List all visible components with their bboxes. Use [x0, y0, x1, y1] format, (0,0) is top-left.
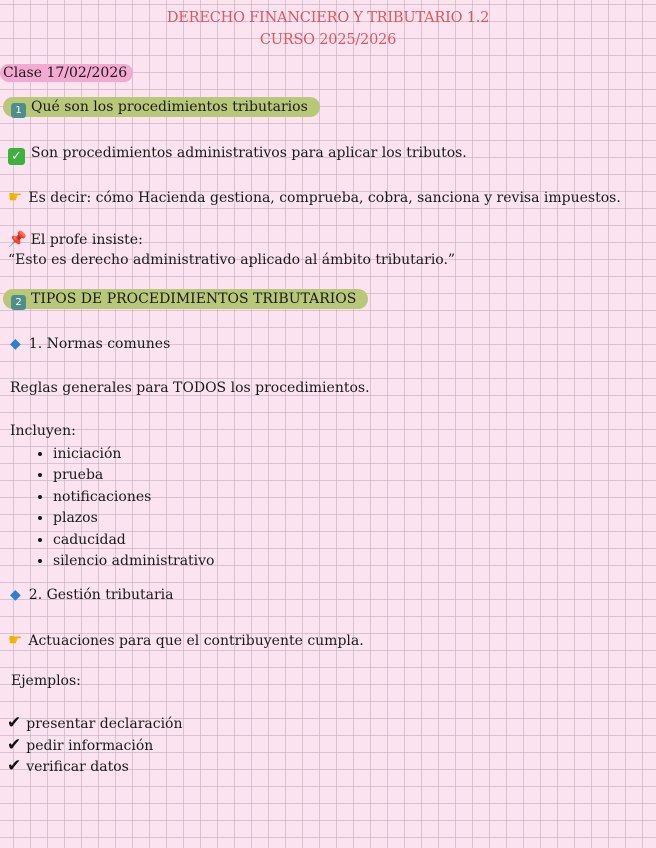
list-item: • iniciación	[53, 444, 215, 465]
list-item: • prueba	[53, 465, 215, 486]
definition-line	[8, 145, 467, 165]
subsection-common-rules	[10, 336, 170, 352]
includes-label: Incluyen:	[10, 423, 76, 439]
date-tag	[0, 65, 133, 81]
section-1-highlight	[3, 97, 320, 117]
subsection-2-title: 2. Gestión tributaria	[28, 587, 174, 603]
explanation-line	[8, 187, 621, 206]
keycap-1-icon: 1	[11, 103, 26, 118]
tax-management-text: Actuaciones para que el contribuyente cumpla.	[28, 633, 364, 649]
date-tag-label: Clase 17/02/2026	[0, 64, 133, 82]
document-title: DERECHO FINANCIERO Y TRIBUTARIO 1.2	[166, 10, 490, 26]
examples-list	[7, 713, 183, 778]
example-text: verificar datos	[26, 759, 129, 775]
check-mark-icon: ✔	[7, 713, 22, 733]
subsection-1-title: 1. Normas comunes	[28, 336, 171, 352]
examples-label: Ejemplos:	[11, 673, 81, 689]
quote-text: “Esto es derecho administrativo aplicado al ámbito tributario.”	[8, 252, 456, 268]
pointing-hand-icon: ☛	[8, 187, 23, 206]
note-line	[8, 230, 143, 248]
check-mark-icon: ✔	[7, 734, 22, 755]
list-item	[7, 756, 183, 778]
common-rules-description: Reglas generales para TODOS los procedimientos.	[10, 380, 370, 396]
example-text: pedir información	[26, 737, 154, 754]
list-item	[7, 713, 183, 735]
blue-diamond-icon: ◆	[10, 587, 21, 603]
list-item	[7, 735, 183, 757]
section-2-highlight	[3, 289, 368, 309]
definition-text: Son procedimientos administrativos para aplicar los tributos.	[31, 145, 467, 161]
keycap-2-icon: 2	[11, 295, 26, 310]
blue-diamond-icon: ◆	[10, 336, 21, 352]
example-text: presentar declaración	[26, 716, 183, 732]
pushpin-icon: 📌	[8, 230, 27, 248]
list-item: • notificaciones	[53, 487, 215, 508]
pointing-hand-icon: ☛	[8, 630, 23, 649]
list-item: • plazos	[53, 508, 215, 529]
list-item: • caducidad	[53, 530, 215, 551]
section-2-heading	[3, 291, 368, 310]
course-year: CURSO 2025/2026	[259, 32, 397, 48]
tax-management-line	[8, 630, 364, 649]
explanation-text: Es decir: cómo Hacienda gestiona, comprueba, cobra, sanciona y revisa impuestos.	[28, 190, 621, 206]
includes-list	[30, 444, 215, 572]
section-2-title: TIPOS DE PROCEDIMIENTOS TRIBUTARIOS	[31, 291, 357, 307]
list-item: • silencio administrativo	[53, 551, 215, 572]
section-1-title: Qué son los procedimientos tributarios	[31, 99, 308, 115]
check-mark-button-icon: ✓	[8, 148, 25, 165]
note-text: El profe insiste:	[30, 232, 143, 248]
subsection-tax-management	[10, 587, 174, 603]
section-1-heading	[3, 99, 320, 118]
check-mark-icon: ✔	[7, 756, 22, 776]
